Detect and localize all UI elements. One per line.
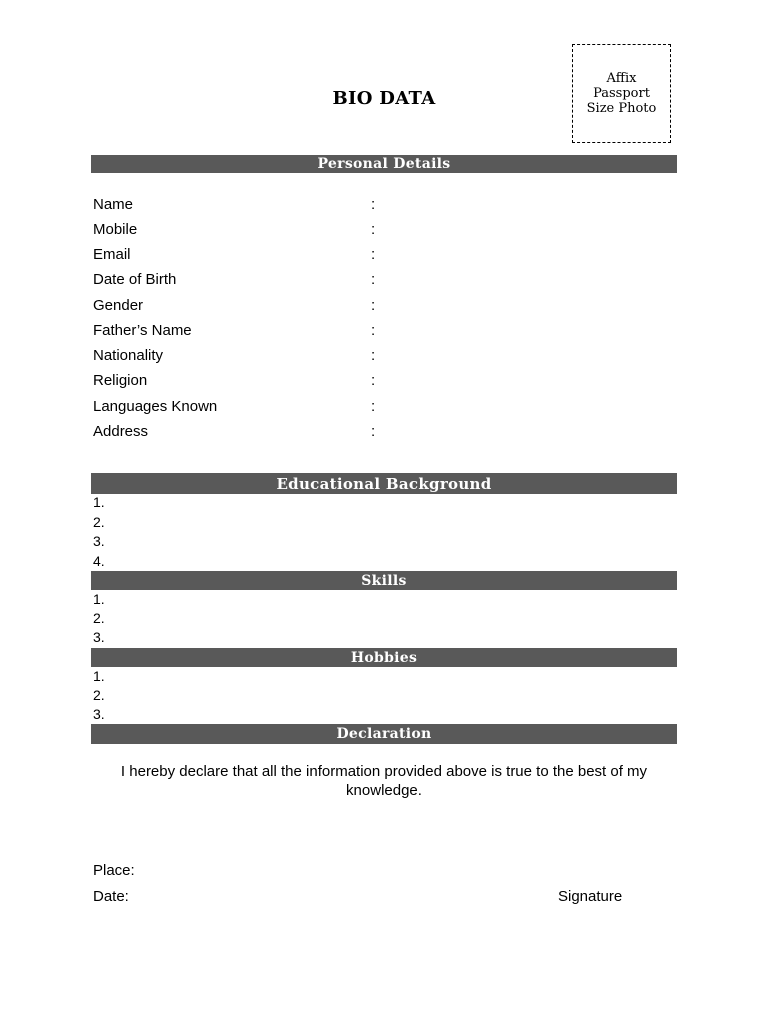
field-separator: : — [371, 196, 376, 213]
hobbies-item-number: 3. — [93, 706, 105, 722]
skills-item-number: 2. — [93, 610, 105, 626]
field-label-mobile: Mobile — [93, 221, 138, 238]
educational-background-heading: Educational Background — [91, 473, 677, 494]
photo-box-line-3: Size Photo — [586, 101, 657, 116]
photo-box-line-2: Passport — [593, 86, 650, 101]
field-label-email: Email — [93, 246, 131, 263]
signature-label: Signature — [558, 888, 623, 905]
declaration-text: I hereby declare that all the information provided above is true to the best of my knowledge. — [120, 763, 648, 799]
field-label-address: Address — [93, 423, 149, 440]
field-separator: : — [371, 322, 376, 339]
field-label-date-of-birth: Date of Birth — [93, 271, 177, 288]
place-label: Place: — [93, 862, 135, 879]
education-item-number: 2. — [93, 514, 105, 530]
field-separator: : — [371, 246, 376, 263]
skills-item-number: 1. — [93, 591, 105, 607]
field-separator: : — [371, 221, 376, 238]
field-label-fathers-name: Father’s Name — [93, 322, 192, 339]
skills-heading: Skills — [91, 571, 677, 590]
field-label-gender: Gender — [93, 297, 144, 314]
education-item-number: 3. — [93, 533, 105, 549]
field-separator: : — [371, 347, 376, 364]
education-item-number: 1. — [93, 494, 105, 510]
hobbies-item-number: 2. — [93, 687, 105, 703]
skills-item-number: 3. — [93, 629, 105, 645]
page-title: BIO DATA — [332, 88, 436, 109]
field-separator: : — [371, 423, 376, 440]
passport-photo-box — [572, 44, 671, 143]
field-label-religion: Religion — [93, 372, 148, 389]
field-label-nationality: Nationality — [93, 347, 164, 364]
photo-box-line-1: Affix — [606, 71, 637, 86]
personal-details-heading: Personal Details — [91, 155, 677, 173]
hobbies-item-number: 1. — [93, 668, 105, 684]
field-separator: : — [371, 372, 376, 389]
date-label: Date: — [93, 888, 129, 905]
field-label-name: Name — [93, 196, 134, 213]
field-label-languages-known: Languages Known — [93, 398, 218, 415]
field-separator: : — [371, 297, 376, 314]
education-item-number: 4. — [93, 553, 105, 569]
field-separator: : — [371, 398, 376, 415]
field-separator: : — [371, 271, 376, 288]
declaration-heading: Declaration — [91, 724, 677, 744]
hobbies-heading: Hobbies — [91, 648, 677, 667]
